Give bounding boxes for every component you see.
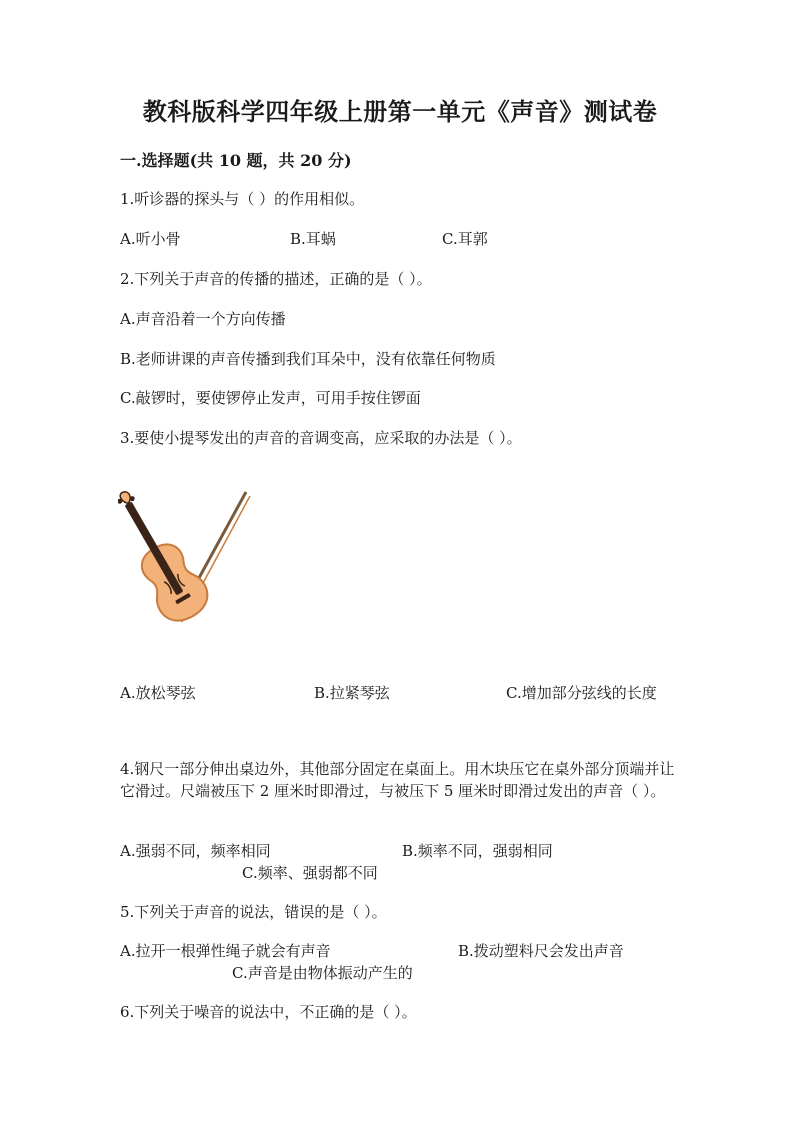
page-title: 教科版科学四年级上册第一单元《声音》测试卷 (142, 97, 658, 126)
question-3-option-a[interactable]: A.放松琴弦 (120, 684, 196, 702)
question-3-option-b[interactable]: B.拉紧琴弦 (314, 684, 390, 702)
violin-body (118, 480, 215, 629)
question-4-option-b[interactable]: B.频率不同，强弱相同 (402, 842, 553, 860)
question-6-stem: 6.下列关于噪音的说法中，不正确的是（ ）。 (120, 1003, 417, 1021)
violin-image (118, 480, 278, 640)
question-2-option-b[interactable]: B.老师讲课的声音传播到我们耳朵中，没有依靠任何物质 (120, 350, 496, 368)
question-1-option-c[interactable]: C.耳郭 (442, 230, 488, 248)
question-4-option-c[interactable]: C.频率、强弱都不同 (242, 864, 378, 882)
question-5-option-a[interactable]: A.拉开一根弹性绳子就会有声音 (120, 942, 331, 960)
question-1-option-a[interactable]: A.听小骨 (120, 230, 181, 248)
question-2-option-c[interactable]: C.敲锣时，要使锣停止发声，可用手按住锣面 (120, 389, 421, 407)
question-5-stem: 5.下列关于声音的说法，错误的是（ ）。 (120, 903, 387, 921)
question-5-option-c[interactable]: C.声音是由物体振动产生的 (232, 964, 413, 982)
question-4-option-a[interactable]: A.强弱不同，频率相同 (120, 842, 271, 860)
question-2-stem: 2.下列关于声音的传播的描述，正确的是（ ）。 (120, 270, 432, 288)
question-5-option-b[interactable]: B.拨动塑料尺会发出声音 (458, 942, 624, 960)
question-3-option-c[interactable]: C.增加部分弦线的长度 (506, 684, 657, 702)
question-3-stem: 3.要使小提琴发出的声音的音调变高，应采取的办法是（ ）。 (120, 429, 522, 447)
question-1-stem: 1.听诊器的探头与（ ）的作用相似。 (120, 190, 365, 208)
question-4-stem: 4.钢尺一部分伸出桌边外，其他部分固定在桌面上。用木块压它在桌外部分顶端并让它滑过。尺端被压下 2 厘米时即滑过，与被压下 5 厘米时即滑过发出的声音（ ）。 (120, 760, 675, 800)
section-heading: 一.选择题(共 10 题，共 20 分) (120, 151, 352, 170)
question-1-option-b[interactable]: B.耳蜗 (290, 230, 336, 248)
question-2-option-a[interactable]: A.声音沿着一个方向传播 (120, 310, 286, 328)
